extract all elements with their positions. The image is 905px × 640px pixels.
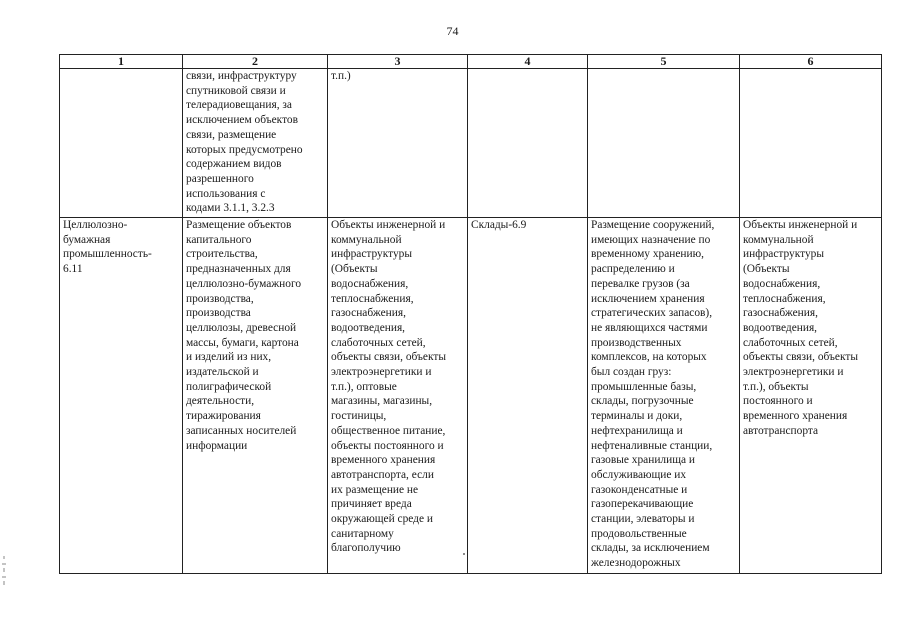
table-cell [468,69,588,218]
cell-text: связи, инфраструктуру спутниковой связи и телерадиовещания, за исключением объектов связи, размещение которых предусмотрено содержанием видов разрешенного использования с кодами 3.1.1, 3.2.3 [186,70,303,215]
cell-text: Целлюлозно- бумажная промышленность- 6.11 [63,219,152,276]
column-header: 1 [60,55,183,69]
column-header: 4 [468,55,588,69]
cell-text: Склады-6.9 [471,219,527,231]
cell-text: Размещение объектов капитального строительства, предназначенных для целлюлозно-бумажного производства, производства целлюлозы, древесной массы, бумаги, картона и изделий из них, издательской и полиграфической деятельности, тиражирования записанных носителей информации [186,219,302,452]
column-header: 2 [183,55,328,69]
cell-text: Объекты инженерной и коммунальной инфраструктуры (Объекты водоснабжения, теплоснабжения, газоснабжения, водоотведения, слаботочных сетей, объекты связи, объекты электроэнергетики и т.п.), объекты постоянного и временного хранения автотранспорта [743,219,858,437]
cell-text: т.п.) [331,70,351,82]
table-cell [740,218,882,574]
column-header: 5 [588,55,740,69]
cell-text: Объекты инженерной и коммунальной инфраструктуры (Объекты водоснабжения, теплоснабжения, газоснабжения, водоотведения, слаботочных сетей, объекты связи, объекты электроэнергетики и т.п.), оптовые магазины, магазины, гостиницы, общественное питание, объекты постоянного и временного хранения автотранспорта, если их размещение не причиняет вреда окружающей среде и санитарному благополучию [331,219,446,555]
table-cell [183,69,328,218]
scan-dot [463,553,465,555]
permitted-use-table [59,54,882,574]
table-cell [468,218,588,574]
column-header: 6 [740,55,882,69]
column-header: 3 [328,55,468,69]
table-header-row [60,55,882,69]
scan-margin-mark [1,556,7,586]
table-cell [60,218,183,574]
table-cell [183,218,328,574]
table-row [60,218,882,574]
table-cell [328,218,468,574]
page-number: 74 [446,24,459,38]
table-cell [588,69,740,218]
table-cell [328,69,468,218]
cell-text: Размещение сооружений, имеющих назначение по временному хранению, распределению и перевалке грузов (за исключением хранения стратегических запасов), не являющихся частями производственных комплексов, на которых был создан груз: промышленные базы, склады, погрузочные терминалы и доки, нефтехранилища и нефтеналивные станции, газовые хранилища и обслуживающие их газоконденсатные и газоперекачивающие станции, элеваторы и продовольственные склады, за исключением железнодорожных [591,219,715,570]
table-row [60,69,882,218]
table-cell [588,218,740,574]
table-cell [740,69,882,218]
table-cell [60,69,183,218]
